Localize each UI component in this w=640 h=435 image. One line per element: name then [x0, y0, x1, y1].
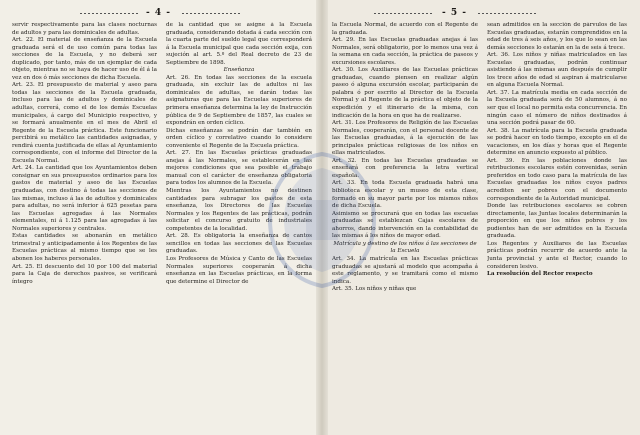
paragraph: Art. 37. La matrícula media en cada sección de la Escuela graduada será de 50 alumnos, á no ser que el local no permita esta concurrencia. En ningún caso el número de niños destinados á una sección podrá pasar de 60. [487, 89, 627, 127]
paragraph: Art. 35. Los niños y niñas que [332, 286, 417, 293]
paragraph: servir respectivamente para las clases nocturnas de adultos y para las dominicales de adultas. [12, 22, 157, 36]
paragraph: Art. 22. El material de enseñanza de la Escuela graduada será el de uso común para todas las secciones de la Escuela, y no deberá ser duplicado, por tanto, más de un ejemplar de cada objeto, mientras no se haya de hacer uso de él á la vez en dos ó más secciones de dicha Escuela. [12, 37, 157, 81]
paragraph: Art. 39. En las poblaciones donde las retribuciones escolares estén convenidas, serán preferidos en todo caso para la matrícula de las Escuelas graduadas los niños cuyos padres acrediten ser pobres con el documento correspondiente de la Autoridad municipal. [487, 157, 627, 202]
paragraph: Art. 31. Los Profesores de Religión de las Escuelas Normales, cooperarán, con el personal docente de las Escuelas graduadas, á la ejecución de las principales prácticas religiosas de los niños en ellas matriculados. [332, 120, 478, 157]
left-column-1 [12, 22, 157, 435]
book-gutter [316, 0, 328, 435]
paragraph: de la cantidad que se asigne á la Escuela graduada, considerando dotada á cada sección con la cuarta parte del sueldo legal que corresponderá á la Escuela municipal que cada sección exija, con sujeción al art. 5.º del Real decreto de 23 de Septiembre de 1898. [166, 22, 312, 66]
paragraph: Art. 25. El descuento del 10 por 100 del material para la Caja de derechos pasivos, se verificará íntegro [12, 263, 157, 285]
right-column-1 [332, 22, 478, 435]
paragraph: Art. 27. En las Escuelas prácticas graduadas anejas á las Normales, se establecerán en las mejores condiciones que sea posible el trabajo manual con el carácter de enseñanza obligatoria para todos los alumnos de la Escuela. [166, 150, 312, 187]
section-heading: Matrícula y destino de los niños á las secciones de la Escuela [333, 240, 477, 255]
header-rule [478, 13, 538, 14]
paragraph: Los Profesores de Música y Canto de las Escuelas Normales superiores cooperarán á dicha enseñanza en las Escuelas prácticas, en la forma que determine el Director de [166, 255, 312, 285]
paragraph: La resolución del Rector respecto [487, 271, 593, 278]
header-rule [182, 13, 242, 14]
paragraph: la Escuela Normal, de acuerdo con el Regente de la graduada. [332, 22, 478, 36]
paragraph: Art. 30. Los Auxiliares de las Escuelas prácticas graduadas, cuando piensen en realizar algún paseo ó alguna excursión escolar, participarán de palabra ó por escrito al Director de la Escuela Normal y al Regente de la práctica el objeto de la expedición y el itinerario de la misma, con indicación de la hora en que ha de realizarse. [332, 67, 478, 119]
paragraph: Asimismo se procurará que en todas las escuelas graduadas se establezcan Cajas escolares de ahorros, dando intervención en la contabilidad de las mismas á los niños de mayor edad. [332, 210, 478, 240]
left-column-2 [166, 22, 312, 435]
right-column-2 [487, 22, 627, 435]
section-heading: Enseñanza [223, 67, 255, 74]
header-rule [80, 13, 140, 14]
paragraph: Mientras los Ayuntamientos no destinen cantidades para subragar los gastos de esta enseñanza, los Directores de las Escuelas Normales y los Regentes de las prácticas, podrán solicitar el concurso gratuito de industriales competentes de la localidad. [166, 188, 312, 232]
right-page [322, 0, 640, 435]
paragraph: Art. 29. En las Escuelas graduadas anejas á las Normales, será obligatorio, por lo menos una vez á la semana en cada sección, la práctica de paseos y excursiones escolares. [332, 37, 478, 66]
paragraph: Los Regentes y Auxiliares de las Escuelas prácticas podrán recurrir de acuerdo ante la Junta provincial y ante el Rector, cuando lo consideren lesivo. [487, 240, 627, 270]
paragraph: Art. 33. En toda Escuela graduada habrá una biblioteca escolar y un museo de esta clase, formado en su mayor parte por los mismos niños de dicha Escuela. [332, 180, 478, 210]
paragraph: Dichas enseñanzas se podrán dar también en orden cíclico y correlativo cuando lo considere conveniente el Regente de la Escuela práctica. [166, 127, 312, 149]
paragraph: Art. 24. La cantidad que los Ayuntamientos deben consignar en sus presupuestos ordinarios para los gastos de material y aseo de las Escuelas graduadas, con destino á todas las secciones de las mismas, incluso á las de adultos y dominicales para adultas, no será inferior á 625 pesetas para las Escuelas agregadas á las Normales elementales, ni á 1.125 para las agregadas á las Normales superiores y centrales. [12, 165, 157, 232]
paragraph: Art. 23. El presupuesto de material y aseo para todas las secciones de la Escuela graduada, incluso para las de adultos y dominicales de adultas, correrá, como el de los demás Escuelas municipales, á cargo del Municipio respectivo, y se formará anualmente en el mes de Abril el Regente de la Escuela práctica. Este funcionario percibirá su metálico las cantidades asignadas, y rendirá cuenta justificada de ellas al Ayuntamiento correspondiente, con el informe del Director de la Escuela Normal. [12, 82, 157, 164]
paragraph: Art. 32. En todas las Escuelas graduadas se enseñará con preferencia la letra vertical española. [332, 157, 478, 179]
paragraph: Donde las retribuciones escolares se cobren directamente, las Juntas locales determinarán la proporción en que los niños pobres y los pudientes han de ser admitidos en la Escuela graduada. [487, 203, 627, 240]
paragraph: Art. 28. Es obligatoria la enseñanza de cantos sencillos en todas las secciones de las Escuelas graduadas. [166, 233, 312, 255]
paragraph: Art. 26. En todas las secciones de la escuela graduada, sin excluir las de adultos ni las dominicales de adultas, se darán todas las asignaturas que para las Escuelas superiores de primera enseñanza determina la ley de Instrucción pública de 9 de Septiembre de 1857, las cuales se expondrán en orden cíclico. [166, 74, 312, 127]
paragraph: Art. 36. Los niños y niñas matriculados en las Escuelas graduadas, podrán continuar asistiendo á las mismas aun después de cumplir los trece años de edad si aspiran á matricularse en alguna Escuela Normal. [487, 52, 627, 89]
page-number-right: - 5 - [442, 8, 467, 18]
page-number-left: - 4 - [146, 8, 171, 18]
paragraph: Art. 38. La matrícula para la Escuela graduada se podrá hacer en todo tiempo, excepto en el de vacaciones, en los días y horas que el Regente determine en anuncio expuesto al público. [487, 127, 627, 157]
paragraph: Art. 34. La matrícula en las Escuelas prácticas graduadas se ajustará al modelo que acompaña á este reglamento, y se tramitará como el mismo indica. [332, 255, 478, 285]
header-rule [374, 13, 434, 14]
paragraph: Estas cantidades se abonarán en metálico trimestral y anticipadamente á los Regentes de las Escuelas prácticas al mismo tiempo que se les abonen los haberes personales. [12, 233, 157, 262]
paragraph: sean admitidos en la sección de párvulos de las Escuelas graduadas, estarán comprendidos en la edad de tres á seis años, y los que lo sean en las demás secciones lo estarán en la de seis á trece. [487, 22, 627, 51]
